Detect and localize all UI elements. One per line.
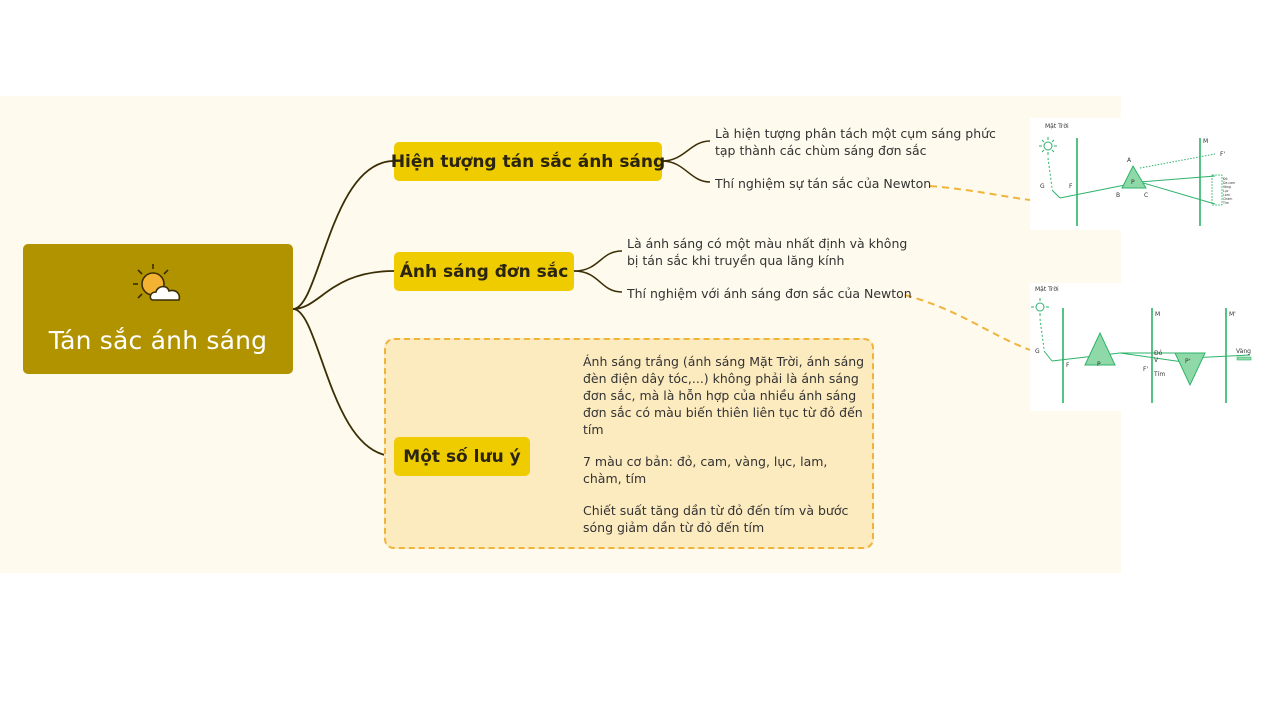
figure-label: Vàng [1236, 348, 1251, 355]
figure-label: P [1131, 179, 1135, 186]
branch-some-notes[interactable] [394, 437, 530, 476]
figure-label: F' [1220, 151, 1226, 158]
figure-newton-dispersion[interactable] [1030, 118, 1236, 230]
spectrum-label: Đỏ [1223, 177, 1228, 181]
figure-newton-monochromatic[interactable] [1030, 283, 1258, 411]
figure-label: F [1069, 183, 1073, 190]
note-line: Là hiện tượng phân tách một cụm sáng phức [715, 126, 996, 141]
note-newton-monochromatic[interactable] [627, 285, 917, 302]
figure-label: C [1144, 192, 1149, 199]
connector-b2-n2 [574, 271, 622, 292]
figure-label: A [1127, 157, 1132, 164]
note-seven-colors[interactable] [583, 453, 868, 487]
figure-label: M [1203, 138, 1209, 145]
link-figure1 [930, 186, 1030, 200]
note-line: 7 màu cơ bản: đỏ, cam, vàng, lục, lam, [583, 454, 828, 469]
figure-label: Mặt Trời [1035, 286, 1059, 293]
branch-title: Một số lưu ý [403, 446, 521, 467]
note-line: Ánh sáng trắng (ánh sáng Mặt Trời, ánh sáng [583, 354, 865, 369]
note-line: đơn sắc có màu biến thiên liên tục từ đỏ đến [583, 405, 863, 420]
sun-icon [1044, 142, 1052, 150]
connector-b1-n2 [662, 161, 710, 182]
figure-label: B [1116, 192, 1121, 199]
note-line: sóng giảm dần từ đỏ đến tím [583, 520, 765, 535]
spectrum-label: Vàng [1223, 185, 1231, 189]
root-title: Tán sắc ánh sáng [48, 326, 268, 355]
spectrum-screen [1212, 175, 1222, 205]
note-line: tím [583, 422, 604, 437]
figure-label: V [1154, 357, 1159, 364]
spectrum-label: Lục [1223, 189, 1229, 193]
branch-monochromatic-light[interactable] [394, 252, 574, 291]
figure-label: G [1035, 348, 1040, 355]
note-line: bị tán sắc khi truyền qua lăng kính [627, 253, 845, 268]
note-line: đèn điện dây tóc,...) không phải là ánh sáng [583, 371, 859, 386]
figure-label: Tím [1154, 371, 1166, 378]
sun-icon [1036, 303, 1044, 311]
figure-label: M' [1229, 311, 1236, 318]
figure-label: F [1066, 362, 1070, 369]
note-line: chàm, tím [583, 471, 647, 486]
figure-label: Đỏ [1154, 350, 1163, 357]
note-line: Là ánh sáng có một màu nhất định và không [627, 236, 908, 251]
monochromatic-diagram [1030, 283, 1258, 411]
figure-label: M [1155, 311, 1161, 318]
note-refractive-index[interactable] [583, 502, 868, 536]
note-newton-dispersion[interactable] [715, 175, 935, 192]
note-line: tạp thành các chùm sáng đơn sắc [715, 143, 927, 158]
spectrum-label: Lam [1223, 193, 1230, 197]
note-line: đơn sắc, mà là hỗn hợp của nhiều ánh sáng [583, 388, 857, 403]
figure-label: P [1097, 361, 1101, 368]
root-node[interactable] [23, 244, 293, 374]
connector-root-branch3 [293, 309, 394, 456]
connector-root-branch1 [293, 161, 394, 309]
note-line: Thí nghiệm với ánh sáng đơn sắc của Newton [627, 286, 912, 301]
branch-title: Hiện tượng tán sắc ánh sáng [390, 151, 666, 172]
figure-label: Mặt Trời [1045, 123, 1069, 130]
figure-label: G [1040, 183, 1045, 190]
connector-root-branch2 [293, 271, 394, 309]
branch-title: Ánh sáng đơn sắc [399, 261, 569, 282]
note-line: Chiết suất tăng dần từ đỏ đến tím và bước [583, 503, 849, 518]
dispersion-diagram [1030, 118, 1236, 230]
link-figure2 [905, 295, 1030, 350]
connector-b1-n1 [662, 141, 710, 161]
note-dispersion-definition[interactable] [715, 125, 1005, 159]
connector-b2-n1 [574, 251, 622, 271]
spectrum-label: Chàm [1223, 197, 1233, 201]
figure-label: F' [1143, 366, 1149, 373]
note-white-light[interactable] [583, 353, 868, 438]
note-monochromatic-definition[interactable] [627, 235, 917, 269]
spectrum-label: Da cam [1223, 181, 1236, 185]
sun-cloud-icon [131, 262, 187, 306]
figure-label: P' [1185, 358, 1191, 365]
spectrum-label: Tím [1223, 201, 1229, 205]
note-line: Thí nghiệm sự tán sắc của Newton [715, 176, 932, 191]
branch-dispersion-phenomenon[interactable] [390, 142, 666, 181]
